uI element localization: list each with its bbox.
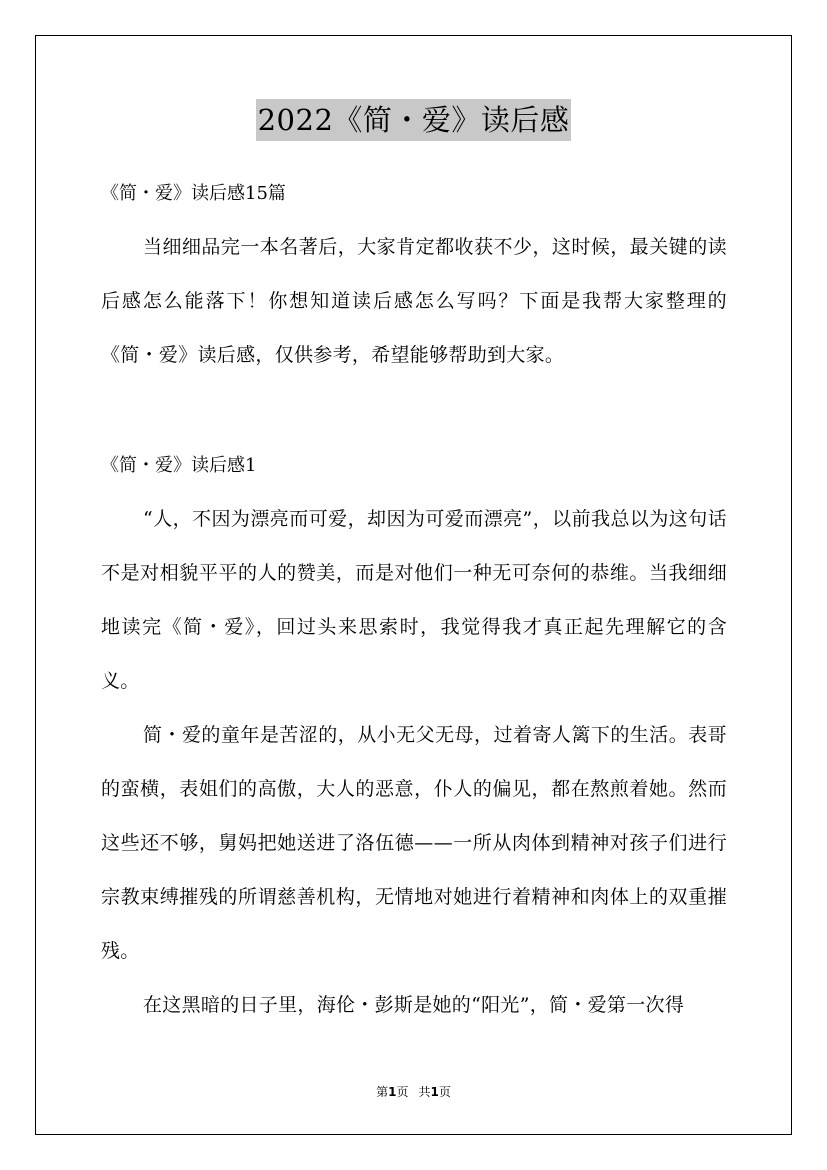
footer-page-current: 1 xyxy=(388,1085,397,1099)
footer-page-prefix: 第 xyxy=(376,1085,389,1099)
document-title: 2022《简・爱》读后感 xyxy=(256,99,572,141)
footer-total-prefix: 共 xyxy=(418,1085,431,1099)
footer-total-suffix: 页 xyxy=(438,1085,451,1099)
body-paragraph-3: 在这黑暗的日子里，海伦・彭斯是她的“阳光”，简・爱第一次得 xyxy=(143,994,685,1016)
footer-page-suffix: 页 xyxy=(396,1085,409,1099)
body-paragraph-1: “人，不因为漂亮而可爱，却因为可爱而漂亮”，以前我总以为这句话不是对相貌平平的人的赞美，而是对他们一种无可奈何的恭维。当我细细地读完《简・爱》，回过头来思索时，我觉得我才真正起先理解它的含义。 xyxy=(101,508,727,692)
section-heading: 《简・爱》读后感1 xyxy=(101,455,257,476)
intro-paragraph: 当细细品完一本名著后，大家肯定都收获不少，这时候，最关键的读后感怎么能落下！你想知道读后感怎么写吗？下面是我帮大家整理的《简・爱》读后感，仅供参考，希望能够帮助到大家。 xyxy=(101,236,727,366)
footer-page-total: 1 xyxy=(430,1085,439,1099)
title-container xyxy=(0,99,827,141)
document-subtitle: 《简・爱》读后感15篇 xyxy=(101,183,286,204)
page-footer xyxy=(0,1083,827,1101)
body-paragraph-2: 简・爱的童年是苦涩的，从小无父无母，过着寄人篱下的生活。表哥的蛮横，表姐们的高傲，大人的恶意，仆人的偏见，都在熬煎着她。然而这些还不够，舅妈把她送进了洛伍德——一所从肉体到精神对孩子们进行宗教束缚摧残的所谓慈善机构，无情地对她进行着精神和肉体上的双重摧残。 xyxy=(101,724,727,962)
body-block xyxy=(101,492,727,1032)
intro-block xyxy=(101,220,727,382)
